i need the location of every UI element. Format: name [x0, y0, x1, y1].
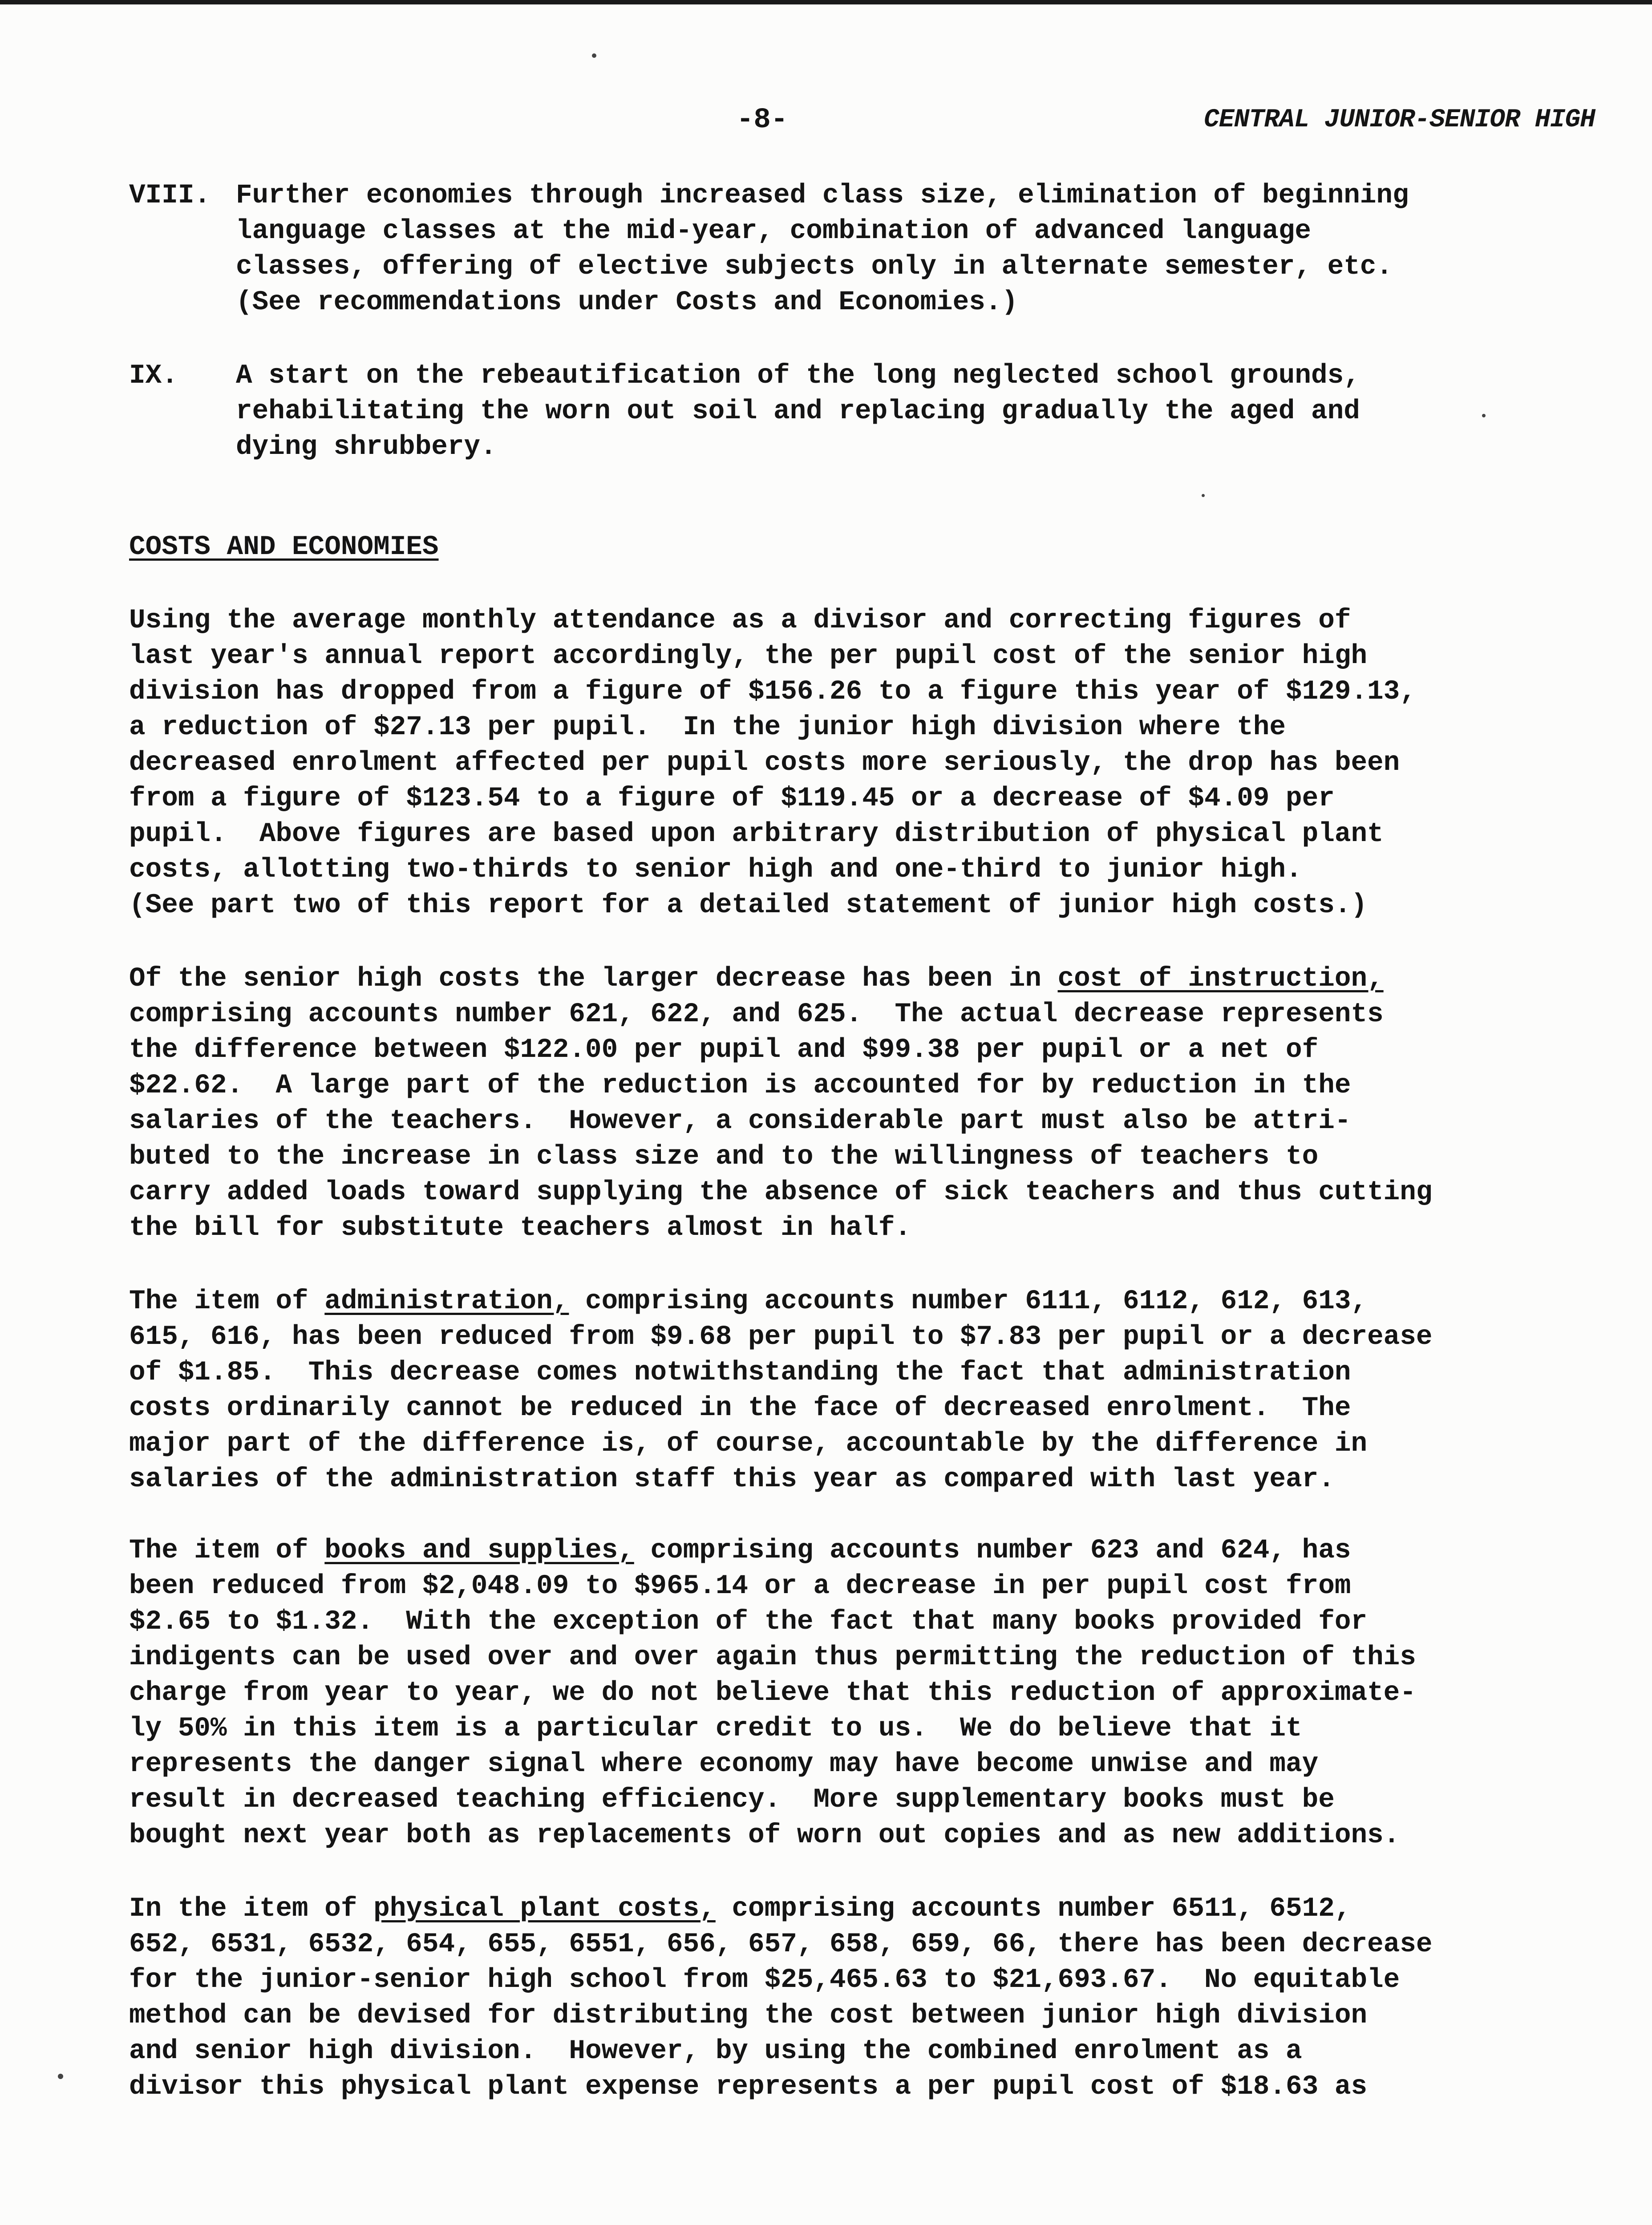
scan-speck — [1202, 494, 1205, 497]
text-run: comprising accounts number 6111, 6112, 612, 613, — [569, 1286, 1368, 1317]
text-line: pupil. Above figures are based upon arbitrary distribution of physical plant — [129, 819, 1384, 850]
text-line — [129, 1533, 1553, 1569]
list-number: VIII. — [129, 180, 211, 211]
text-run: comprising accounts number 623 and 624, has — [634, 1535, 1351, 1566]
text-line: Using the average monthly attendance as a divisor and correcting figures of — [129, 605, 1351, 636]
text-line: last year's annual report accordingly, the per pupil cost of the senior high — [129, 641, 1368, 672]
text-line: costs, allotting two-thirds to senior high and one-third to junior high. — [129, 854, 1302, 885]
text-run: The item of — [129, 1535, 325, 1566]
text-line: the bill for substitute teachers almost in half. — [129, 1213, 911, 1243]
text-line: method can be devised for distributing the cost between junior high division — [129, 2000, 1368, 2031]
text-line — [129, 961, 1553, 997]
paragraph-physical-plant-costs — [129, 1891, 1553, 2105]
scan-edge-line — [0, 0, 1652, 4]
text-line: ly 50% in this item is a particular credit to us. We do believe that it — [129, 1713, 1302, 1744]
page-number: -8- — [737, 104, 788, 136]
running-head: CENTRAL JUNIOR-SENIOR HIGH — [1204, 105, 1595, 134]
text-line: 615, 616, has been reduced from $9.68 per pupil to $7.83 per pupil or a decrease — [129, 1322, 1433, 1352]
page-header — [0, 102, 1652, 138]
paragraph-books-and-supplies — [129, 1533, 1553, 1853]
text-line: for the junior-senior high school from $25,465.63 to $21,693.67. No equitable — [129, 1965, 1400, 1995]
underlined-term: physical plant costs, — [373, 1893, 716, 1924]
text-line: the difference between $122.00 per pupil and $99.38 per pupil or a net of — [129, 1035, 1319, 1065]
scan-speck — [592, 53, 596, 58]
text-line: bought next year both as replacements of worn out copies and as new additions. — [129, 1820, 1400, 1851]
text-line: charge from year to year, we do not believe that this reduction of approximate- — [129, 1678, 1416, 1708]
text-line: comprising accounts number 621, 622, and 625. The actual decrease represents — [129, 999, 1384, 1030]
text-line: major part of the difference is, of course, accountable by the difference in — [129, 1428, 1368, 1459]
text-line: buted to the increase in class size and to the willingness of teachers to — [129, 1141, 1319, 1172]
text-line: indigents can be used over and over again thus permitting the reduction of this — [129, 1642, 1416, 1673]
scan-speck — [1482, 414, 1486, 417]
list-text — [236, 178, 1553, 320]
text-line: $2.65 to $1.32. With the exception of the fact that many books provided for — [129, 1606, 1368, 1637]
text-line: divisor this physical plant expense represents a per pupil cost of $18.63 as — [129, 2071, 1368, 2102]
text-line: from a figure of $123.54 to a figure of $119.45 or a decrease of $4.09 per — [129, 783, 1335, 814]
text-line: of $1.85. This decrease comes notwithstanding the fact that administration — [129, 1357, 1351, 1388]
text-line: 652, 6531, 6532, 654, 655, 6551, 656, 657, 658, 659, 66, there has been decrease — [129, 1929, 1433, 1960]
text-line: Further economies through increased class size, elimination of beginning — [236, 180, 1409, 211]
text-run: The item of — [129, 1286, 325, 1317]
underlined-term: administration, — [324, 1286, 569, 1317]
text-line: been reduced from $2,048.09 to $965.14 or a decrease in per pupil cost from — [129, 1571, 1351, 1602]
text-line: salaries of the teachers. However, a considerable part must also be attri- — [129, 1106, 1351, 1137]
list-number: IX. — [129, 360, 178, 391]
paragraph-cost-of-instruction — [129, 961, 1553, 1246]
text-line: classes, offering of elective subjects only in alternate semester, etc. — [236, 251, 1393, 282]
text-run: Of the senior high costs the larger decrease has been in — [129, 963, 1058, 994]
text-line: result in decreased teaching efficiency. More supplementary books must be — [129, 1784, 1335, 1815]
text-line: costs ordinarily cannot be reduced in the face of decreased enrolment. The — [129, 1393, 1351, 1424]
text-line: (See part two of this report for a detailed statement of junior high costs.) — [129, 890, 1368, 921]
text-line: division has dropped from a figure of $156.26 to a figure this year of $129.13, — [129, 676, 1416, 707]
text-line: A start on the rebeautification of the long neglected school grounds, — [236, 360, 1360, 391]
text-line: (See recommendations under Costs and Economies.) — [236, 287, 1018, 318]
text-line: dying shrubbery. — [236, 432, 497, 462]
text-line: a reduction of $27.13 per pupil. In the junior high division where the — [129, 712, 1286, 743]
text-line: $22.62. A large part of the reduction is accounted for by reduction in the — [129, 1070, 1351, 1101]
paragraph-costs-overview — [129, 603, 1553, 923]
text-line: decreased enrolment affected per pupil costs more seriously, the drop has been — [129, 748, 1400, 778]
text-line: language classes at the mid-year, combination of advanced language — [236, 216, 1311, 247]
list-text — [236, 358, 1553, 465]
scan-speck — [58, 2074, 63, 2079]
text-line — [129, 1284, 1553, 1319]
underlined-term: books and supplies, — [324, 1535, 634, 1566]
text-line: carry added loads toward supplying the absence of sick teachers and thus cutting — [129, 1177, 1433, 1208]
underlined-term: cost of instruction, — [1057, 963, 1384, 994]
text-line: salaries of the administration staff this year as compared with last year. — [129, 1464, 1335, 1495]
text-run: In the item of — [129, 1893, 374, 1924]
text-line: and senior high division. However, by using the combined enrolment as a — [129, 2036, 1302, 2067]
text-line: represents the danger signal where economy may have become unwise and may — [129, 1749, 1319, 1780]
text-line — [129, 1891, 1553, 1927]
text-line: rehabilitating the worn out soil and replacing gradually the aged and — [236, 396, 1360, 427]
section-heading: COSTS AND ECONOMIES — [129, 532, 439, 562]
paragraph-administration — [129, 1284, 1553, 1497]
text-run: comprising accounts number 6511, 6512, — [715, 1893, 1351, 1924]
